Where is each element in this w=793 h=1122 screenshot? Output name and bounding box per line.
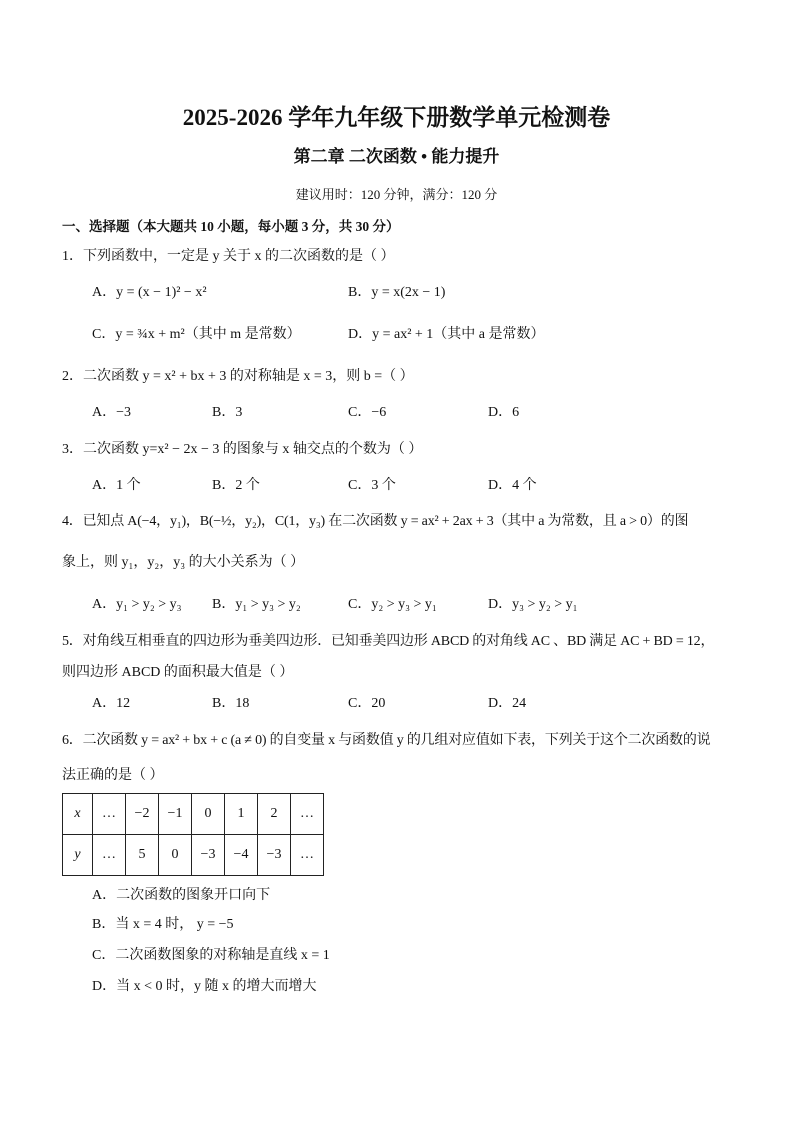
question-6-option-d: D．当 x < 0 时，y 随 x 的增大而增大 — [92, 979, 317, 994]
question-2-option-c: C．−6 — [348, 405, 387, 420]
question-5-stem-continued: 则四边形 ABCD 的面积最大值是（ ） — [62, 665, 294, 680]
question-6-option-c: C．二次函数图象的对称轴是直线 x = 1 — [92, 948, 330, 963]
question-4-option-c: C．y₂ > y₃ > y₁ — [348, 597, 437, 612]
time-info: 建议用时：120 分钟，满分：120 分 — [295, 187, 498, 202]
table-cell: y — [63, 835, 93, 876]
question-3-option-d: D．4 个 — [488, 478, 537, 493]
table-cell: 0 — [192, 794, 225, 835]
question-1-option-a: A．y = (x − 1)² − x² — [92, 285, 207, 300]
question-3-option-c: C．3 个 — [348, 478, 396, 493]
question-2-option-a: A．−3 — [92, 405, 132, 420]
table-cell: … — [291, 835, 324, 876]
table-row-x — [63, 794, 324, 835]
table-cell: −2 — [126, 794, 159, 835]
question-4-stem: 4．已知点 A(−4，y₁)，B(−½，y₂)，C(1，y₃) 在二次函数 y = ax² + 2ax + 3（其中 a 为常数，且 a > 0）的图 — [62, 514, 689, 529]
question-3-option-b: B．2 个 — [212, 478, 260, 493]
section-heading: 一、选择题（本大题共 10 小题，每小题 3 分，共 30 分） — [62, 219, 400, 234]
question-2-stem: 2．二次函数 y = x² + bx + 3 的对称轴是 x = 3，则 b =（ ） — [62, 369, 414, 384]
question-5-option-d: D．24 — [488, 696, 527, 711]
table-cell: … — [93, 835, 126, 876]
table-cell: 2 — [258, 794, 291, 835]
table-cell: x — [63, 794, 93, 835]
table-cell: −3 — [258, 835, 291, 876]
table-cell: … — [93, 794, 126, 835]
question-4-option-a: A．y₁ > y₂ > y₃ — [92, 597, 182, 612]
question-1-option-d: D．y = ax² + 1（其中 a 是常数） — [348, 327, 545, 342]
question-3-stem: 3．二次函数 y=x² − 2x − 3 的图象与 x 轴交点的个数为（ ） — [62, 442, 423, 457]
question-5-option-c: C．20 — [348, 696, 386, 711]
question-2-option-d: D．6 — [488, 405, 520, 420]
question-1-option-b: B．y = x(2x − 1) — [348, 285, 446, 300]
page-title: 2025-2026 学年九年级下册数学单元检测卷 — [182, 105, 611, 130]
question-6-option-b: B．当 x = 4 时， y = −5 — [92, 917, 234, 932]
question-5-stem: 5．对角线互相垂直的四边形为垂美四边形．已知垂美四边形 ABCD 的对角线 AC 、BD 满足 AC + BD = 12， — [62, 634, 715, 649]
question-1-option-c: C．y = ¾x + m²（其中 m 是常数） — [92, 327, 301, 342]
table-cell: 5 — [126, 835, 159, 876]
question-4-option-d: D．y₃ > y₂ > y₁ — [488, 597, 578, 612]
question-4-stem-continued: 象上，则 y₁，y₂，y₃ 的大小关系为（ ） — [62, 555, 305, 570]
value-table — [62, 793, 324, 876]
question-4-option-b: B．y₁ > y₃ > y₂ — [212, 597, 301, 612]
table-cell: −3 — [192, 835, 225, 876]
question-6-stem: 6．二次函数 y = ax² + bx + c (a ≠ 0) 的自变量 x 与函数值 y 的几组对应值如下表，下列关于这个二次函数的说 — [62, 733, 711, 748]
table-cell: −1 — [159, 794, 192, 835]
question-3-option-a: A．1 个 — [92, 478, 141, 493]
table-cell: −4 — [225, 835, 258, 876]
question-5-option-a: A．12 — [92, 696, 131, 711]
chapter-subtitle: 第二章 二次函数 • 能力提升 — [293, 147, 500, 166]
table-cell: … — [291, 794, 324, 835]
question-6-option-a: A．二次函数的图象开口向下 — [92, 888, 271, 903]
table-cell: 0 — [159, 835, 192, 876]
table-row-y — [63, 835, 324, 876]
question-6-stem-continued: 法正确的是（ ） — [62, 768, 164, 783]
question-2-option-b: B．3 — [212, 405, 243, 420]
table-cell: 1 — [225, 794, 258, 835]
question-5-option-b: B．18 — [212, 696, 250, 711]
question-1-stem: 1．下列函数中，一定是 y 关于 x 的二次函数的是（ ） — [62, 249, 395, 264]
